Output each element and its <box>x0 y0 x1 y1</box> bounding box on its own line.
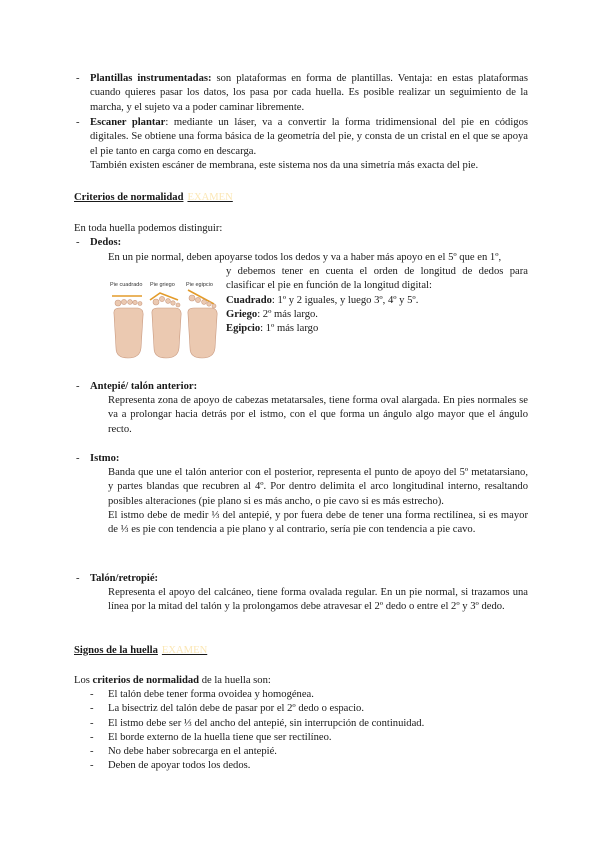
item-title: Plantillas instrumentadas: <box>90 73 212 84</box>
section-intro: En toda huella podemos distinguir: <box>74 223 223 234</box>
bullet-dash: - <box>90 717 94 729</box>
talon-text: Representa el apoyo del calcáneo, tiene forma ovalada regular. En un pie normal, si trazamos una línea por la mitad del talón y la prolongamos debe atravesar el 2º dedo o entre el 2º y 3º dedo. <box>108 587 528 613</box>
item-text: : mediante un láser, va a convertir la forma tridimensional del pie en códigos digitales. Se obtiene una forma básica de la geometría del pie, y consta de un cristal en el que se apoya el pie tanto en carga como en descarga. <box>90 117 528 157</box>
item-title: Escaner plantar <box>90 117 166 128</box>
item-talon <box>76 572 528 586</box>
list-item-text: La bisectriz del talón debe de pasar por el 2º dedo o espacio. <box>108 703 364 715</box>
toe-type-text: : 1º y 2 iguales, y luego 3º, 4º y 5º. <box>271 294 419 306</box>
bullet-dash: - <box>76 453 80 464</box>
toe-type-label: Griego <box>226 308 258 320</box>
normality-criteria-list <box>90 688 528 774</box>
list-item-text: El istmo debe ser ⅓ del ancho del antepié, sin interrupción de continuidad. <box>108 717 425 729</box>
item-escaner <box>76 116 528 173</box>
bullet-dash: - <box>90 760 94 772</box>
section-title: Signos de la huella <box>74 645 158 656</box>
bullet-dash: - <box>76 73 80 84</box>
list-item <box>90 688 528 702</box>
toe-types-figure <box>108 278 222 360</box>
intro-bold: criterios de normalidad <box>92 675 200 686</box>
intro-text: de la huella son: <box>199 675 271 686</box>
istmo-text <box>108 466 528 537</box>
figure-label: Pie egipcio <box>186 282 213 288</box>
bullet-dash: - <box>90 703 94 715</box>
section-title: Criterios de normalidad <box>74 192 184 203</box>
bullet-dash: - <box>76 381 80 392</box>
intro-text: Los <box>74 675 93 686</box>
figure-label: Pie cuadrado <box>110 282 143 288</box>
bullet-dash: - <box>76 117 80 128</box>
istmo-paragraph-1: Banda que une el talón anterior con el posterior, representa el punto de apoyo del 5º metatarsiano, y partes blandas que recubren al 4º. Por dentro delimita el arco longitudinal interno, resaltando posibles alteraciones (pie plano si es más ancho, o pie cavo si es más estrecho). <box>108 467 528 507</box>
toe-type-griego <box>226 308 528 322</box>
item-antepie <box>76 380 528 394</box>
dedos-line1: En un pie normal, deben apoyarse todos los dedos y va a haber más apoyo en el 5º que en 1º, <box>108 252 502 263</box>
item-istmo <box>76 452 528 466</box>
section-heading-criterios <box>74 191 233 205</box>
bullet-dash: - <box>76 573 80 584</box>
list-item <box>90 702 528 716</box>
item-title: Talón/retropié: <box>90 573 159 584</box>
list-item-text: Deben de apoyar todos los dedos. <box>108 760 251 772</box>
bullet-dash: - <box>90 689 94 700</box>
examen-tag: EXAMEN <box>187 192 233 203</box>
list-item <box>90 731 528 745</box>
list-item <box>90 759 528 773</box>
item-title: Istmo: <box>90 453 120 464</box>
item-plantillas <box>76 72 528 115</box>
toe-type-cuadrado <box>226 294 528 308</box>
section-heading-signos <box>74 644 207 658</box>
toe-type-text: : 1º más largo <box>260 323 319 335</box>
list-item-text: No debe haber sobrecarga en el antepié. <box>108 746 277 758</box>
antepie-text: Representa zona de apoyo de cabezas metatarsales, tiene forma oval alargada. En pies normales se va a prolongar hacia detrás por el istmo, con el que forma un ángulo algo mayor que el ángulo recto. <box>108 395 528 435</box>
figure-label: Pie griego <box>150 282 175 288</box>
toe-type-label: Cuadrado <box>226 294 272 306</box>
item-title: Dedos: <box>90 237 122 248</box>
toe-type-text: : 2º más largo. <box>257 308 318 320</box>
toe-type-egipcio <box>226 322 528 336</box>
dedos-line2: y debemos tener en cuenta el orden de longitud de dedos para clasificar el pie en función de la longitud digital: <box>226 266 528 292</box>
item-dedos <box>76 236 528 250</box>
dedos-classification <box>226 265 528 336</box>
item-text: son plataformas en forma de plantillas. Ventaja: en estas plataformas cuando quieres pasar los datos, los pasa por cada huella. Es posible realizar un seguimiento de la marcha, y el sujeto va a poder caminar libremente. <box>90 73 528 113</box>
istmo-paragraph-2: El istmo debe de medir ⅓ del antepié, y por fuera debe de tener una forma rectilínea, si es mayor de ⅓ es pie con tendencia a pie plano y al contrario, sería pie con tendencia a pie cavo. <box>108 509 528 536</box>
list-item <box>90 717 528 731</box>
bullet-dash: - <box>90 746 94 758</box>
examen-tag: EXAMEN <box>161 645 208 656</box>
section2-intro <box>74 674 271 688</box>
bullet-dash: - <box>76 237 80 248</box>
list-item-text: El talón debe tener forma ovoidea y homogénea. <box>108 689 314 700</box>
bullet-dash: - <box>90 731 94 743</box>
item-extra: También existen escáner de membrana, este sistema nos da una simetría más exacta del pie. <box>90 159 479 171</box>
list-item-text: El borde externo de la huella tiene que ser rectilíneo. <box>108 731 332 743</box>
item-title: Antepié/ talón anterior: <box>90 381 198 392</box>
toe-type-label: Egipcio <box>226 323 261 335</box>
list-item <box>90 745 528 759</box>
